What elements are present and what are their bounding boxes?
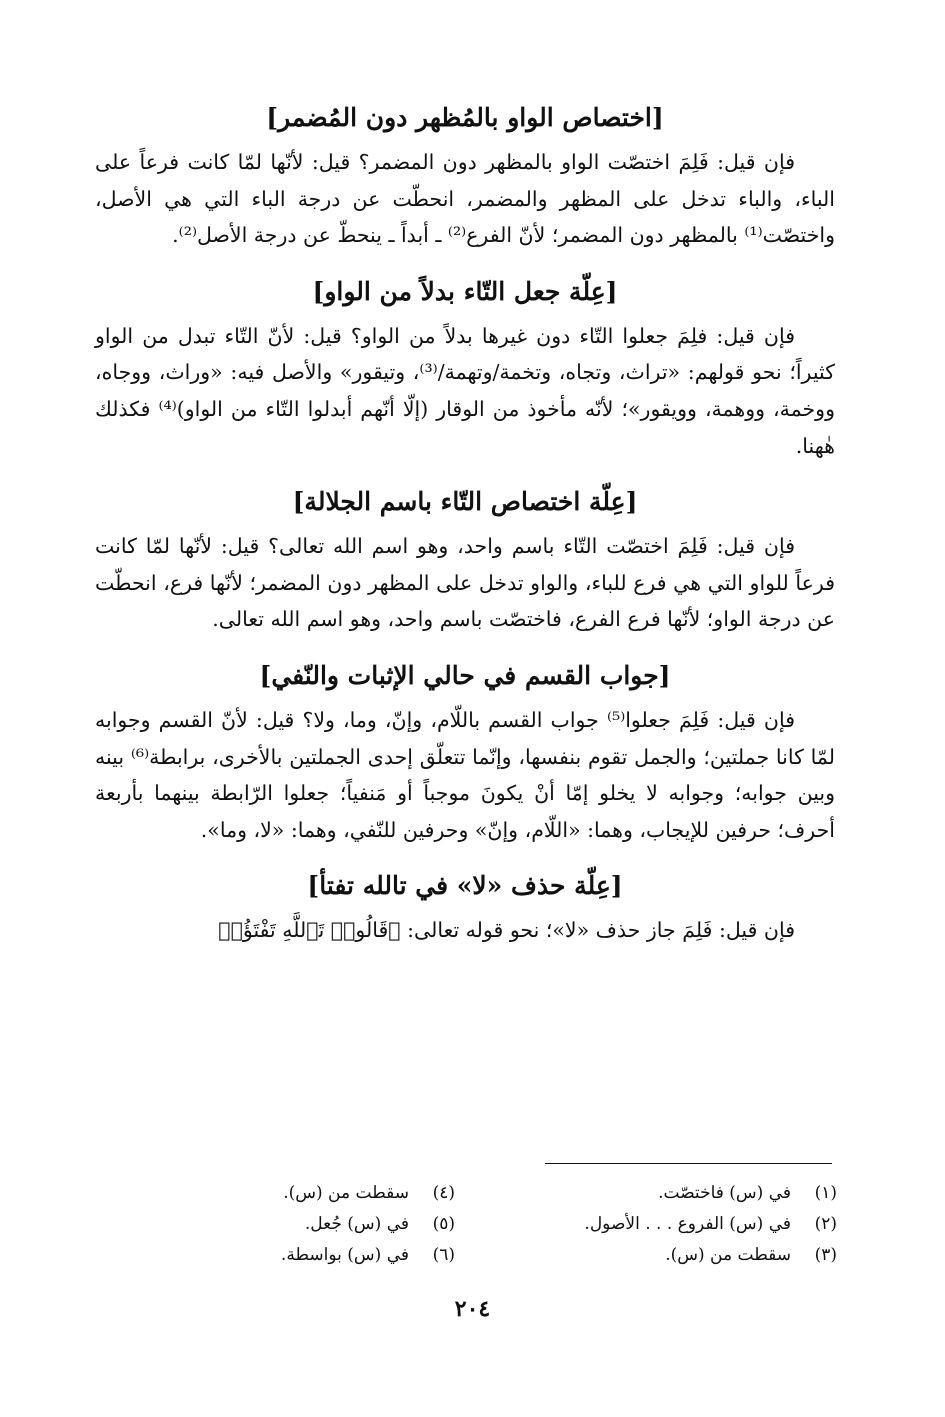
footnote-number: (١) [814,1183,837,1203]
footnote-text: في (س) بواسطة. [280,1245,409,1265]
section-paragraph: فإن قيل: فَلِمَ جعلوا⁽⁵⁾ جواب القسم باللّام، وإنّ، وما، ولا؟ قيل: لأنّ القسم وجوابه لمّا كانا جملتين؛ والجمل تقوم بنفسها، وإنّما تتعلّق إحدى الجملتين بالأخرى، برابطة⁽⁶⁾ بينه وبين جوابه؛ وجوابه لا يخلو إمّا أنْ يكونَ موجباً أو مَنفياً؛ جعلوا الرّابطة بينهما بأربعة أحرف؛ حرفين للإيجاب، وهما: «اللّام، وإنّ» وحرفين للنّفي، وهما: «لا، وما». [95,707,836,842]
footnote-text: سقطت من (س). [283,1183,409,1203]
section-ta-divine-name [95,482,835,638]
footnote-text: في (س) الفروع . . . الأصول. [584,1214,791,1234]
section-oath-answer [95,656,835,848]
section-paragraph: فإن قيل: فَلِمَ اختصّت التّاء باسم واحد، وهو اسم الله تعالى؟ قيل: لأنّها لمّا كانت فرعاً للواو التي هي فرع للباء، والواو تدخل على المظهر دون المضمر؛ لأنّها فرع، انحطّت عن درجة الواو؛ لأنّها فرع الفرع، فاختصّت باسم واحد، وهو اسم الله تعالى. [95,534,835,632]
footnote-item [205,1178,455,1209]
section-paragraph: فإن قيل: فَلِمَ جاز حذف «لا»؛ نحو قوله تعالى: ﴿قَالُوا۟ تَٱللَّهِ تَفْتَؤُا۟ [218,918,795,943]
footnote-item [205,1240,455,1271]
footnote-number: (٥) [432,1214,455,1234]
page-body [95,80,835,949]
footnotes-left-column [205,1178,455,1271]
footnote-number: (٤) [432,1183,455,1203]
footnote-number: (٣) [814,1245,837,1265]
footnote-number: (٦) [432,1245,455,1265]
section-la-omission [95,866,835,949]
section-heading: [جواب القسم في حالي الإثبات والنّفي] [259,660,671,690]
footnote-number: (٢) [814,1214,837,1234]
footnote-item [537,1209,837,1240]
footnote-text: في (س) فاختصّت. [658,1183,791,1203]
footnote-divider [545,1163,832,1164]
footnotes-right-column [537,1178,837,1271]
section-heading: [عِلّة حذف «لا» في تالله تفتأ] [307,871,623,901]
footnote-text: في (س) جُعل. [304,1214,409,1234]
footnote-text: سقطت من (س). [665,1245,791,1265]
section-waw-apparent [95,98,835,254]
section-heading: [عِلّة جعل التّاء بدلاً من الواو] [312,276,618,306]
section-ta-from-waw [95,272,835,464]
section-paragraph: فإن قيل: فَلِمَ اختصّت الواو بالمظهر دون المضمر؟ قيل: لأنّها لمّا كانت فرعاً على الباء، والباء تدخل على المظهر والمضمر، انحطّت عن درجة الباء التي هي الأصل، واختصّت⁽¹⁾ بالمظهر دون المضمر؛ لأنّ الفرع⁽²⁾ ـ أبداً ـ ينحطّ عن درجة الأصل⁽²⁾. [95,150,835,248]
section-heading: [اختصاص الواو بالمُظهر دون المُضمر] [266,103,664,132]
section-paragraph: فإن قيل: فلِمَ جعلوا التّاء دون غيرها بدلاً من الواو؟ قيل: لأنّ التّاء تبدل من الواو كثيراً؛ نحو قولهم: «تراث، وتجاه، وتخمة/وتهمة/⁽³⁾، وتيقور» والأصل فيه: «وراث، ووجاه، ووخمة، ووهمة، وويقور»؛ لأنّه مأخوذ من الوقار (إلّا أنّهم أبدلوا التّاء من الواو)⁽⁴⁾ فكذلك هٰهنا. [95,323,835,458]
page-number: ٢٠٤ [454,1296,491,1322]
footnote-item [537,1240,837,1271]
footnote-item [537,1178,837,1209]
section-heading: [عِلّة اختصاص التّاء باسم الجلالة] [292,487,638,517]
footnote-item [205,1209,455,1240]
